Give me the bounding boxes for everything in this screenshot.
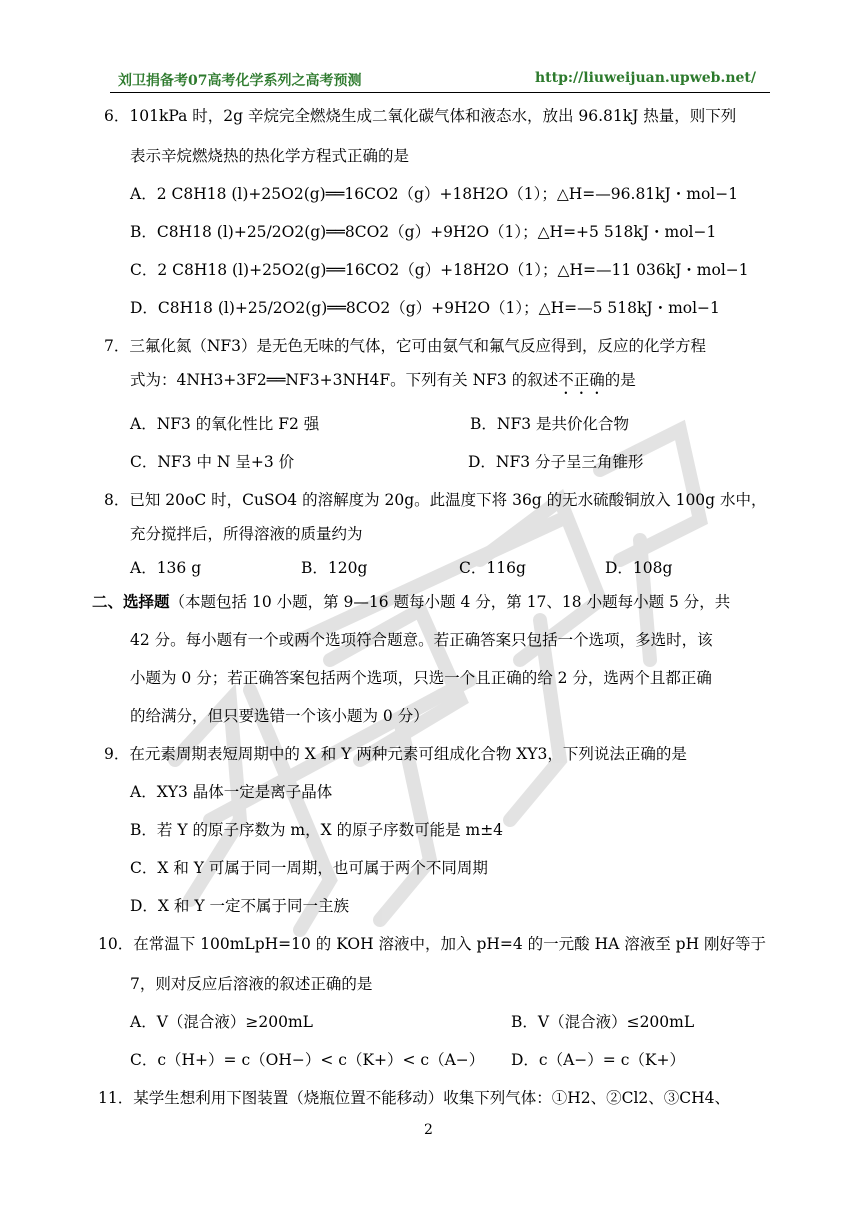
header-title: 刘卫捐备考07高考化学系列之高考预测 — [118, 73, 362, 89]
section2-line-3: 小题为 0 分；若正确答案包括两个选项，只选一个且正确的给 2 分，选两个且都正确 — [130, 669, 712, 687]
q7-option-d: D．NF3 分子呈三角锥形 — [468, 453, 644, 471]
q8-option-b: B．120g — [301, 559, 368, 577]
q7-stem-1: 7．三氟化氮（NF3）是无色无味的气体，它可由氨气和氟气反应得到，反应的化学方程 — [104, 337, 707, 355]
q9-stem: 9．在元素周期表短周期中的 X 和 Y 两种元素可组成化合物 XY3，下列说法正确的是 — [104, 745, 687, 763]
q8-option-d: D．108g — [605, 559, 673, 577]
section2-line-4: 的给满分，但只要选错一个该小题为 0 分） — [130, 707, 429, 725]
section2-line-2: 42 分。每小题有一个或两个选项符合题意。若正确答案只包括一个选项，多选时，该 — [130, 631, 713, 649]
q6-option-b: B．C8H18 (l)+25/2O2(g)══8CO2（g）+9H2O（1）；△H=+5 518kJ・mol−1 — [130, 223, 717, 241]
q10-option-a: A．V（混合液）≥200mL — [130, 1013, 313, 1031]
q7-emphasis: 不正确 — [558, 371, 605, 389]
q7-stem-2-pre: 式为：4NH3+3F2══NF3+3NH4F。下列有关 NF3 的叙述 — [130, 371, 559, 389]
page-header — [118, 70, 770, 92]
section2-line-1 — [92, 592, 730, 612]
section2-text-1: （本题包括 10 小题，第 9—16 题每小题 4 分，第 17、18 小题每小题 5 分，共 — [169, 593, 731, 611]
q9-option-d: D．X 和 Y 一定不属于同一主族 — [130, 897, 349, 915]
q8-stem-1: 8．已知 20oC 时，CuSO4 的溶解度为 20g。此温度下将 36g 的无水硫酸铜放入 100g 水中， — [104, 491, 767, 509]
q9-option-a: A．XY3 晶体一定是离子晶体 — [130, 783, 333, 801]
q7-option-c: C．NF3 中 N 呈+3 价 — [130, 453, 295, 471]
q7-option-b: B．NF3 是共价化合物 — [470, 415, 629, 433]
q7-stem-2 — [130, 370, 636, 398]
q8-stem-2: 充分搅拌后，所得溶液的质量约为 — [130, 525, 363, 543]
header-rule — [110, 92, 770, 93]
q11-stem: 11．某学生想利用下图装置（烧瓶位置不能移动）收集下列气体：①H2、②Cl2、③CH4、 — [98, 1089, 731, 1107]
q7-option-a: A．NF3 的氧化性比 F2 强 — [130, 415, 320, 433]
q6-option-d: D．C8H18 (l)+25/2O2(g)══8CO2（g）+9H2O（1）；△H=—5 518kJ・mol−1 — [130, 299, 720, 317]
header-url: http://liuweijuan.upweb.net/ — [534, 70, 756, 86]
q10-option-d: D．c（A−）= c（K+） — [511, 1051, 685, 1069]
q6-stem-2: 表示辛烷燃烧热的热化学方程式正确的是 — [130, 147, 410, 165]
section2-title: 选择题 — [123, 592, 170, 611]
q10-stem-1: 10．在常温下 100mLpH=10 的 KOH 溶液中，加入 pH=4 的一元酸 HA 溶液至 pH 刚好等于 — [98, 935, 767, 953]
q10-option-c: C．c（H+）= c（OH−）< c（K+）< c（A−） — [130, 1051, 485, 1069]
q9-option-b: B．若 Y 的原子序数为 m，X 的原子序数可能是 m±4 — [130, 821, 504, 839]
q6-option-c: C．2 C8H18 (l)+25O2(g)══16CO2（g）+18H2O（1）；△H=—11 036kJ・mol−1 — [130, 261, 749, 279]
q8-option-c: C．116g — [459, 559, 526, 577]
q7-stem-2-post: 的是 — [604, 371, 636, 389]
q6-option-a: A．2 C8H18 (l)+25O2(g)══16CO2（g）+18H2O（1）；△H=—96.81kJ・mol−1 — [130, 185, 739, 203]
q10-stem-2: 7，则对反应后溶液的叙述正确的是 — [130, 975, 373, 993]
q8-option-a: A．136 g — [130, 559, 202, 577]
section2-number: 二、 — [92, 592, 124, 611]
q6-stem-1: 6．101kPa 时，2g 辛烷完全燃烧生成二氧化碳气体和液态水，放出 96.81kJ 热量，则下列 — [104, 107, 737, 125]
q9-option-c: C．X 和 Y 可属于同一周期，也可属于两个不同周期 — [130, 859, 488, 877]
page-number: 2 — [424, 1122, 433, 1138]
q10-option-b: B．V（混合液）≤200mL — [511, 1013, 695, 1031]
